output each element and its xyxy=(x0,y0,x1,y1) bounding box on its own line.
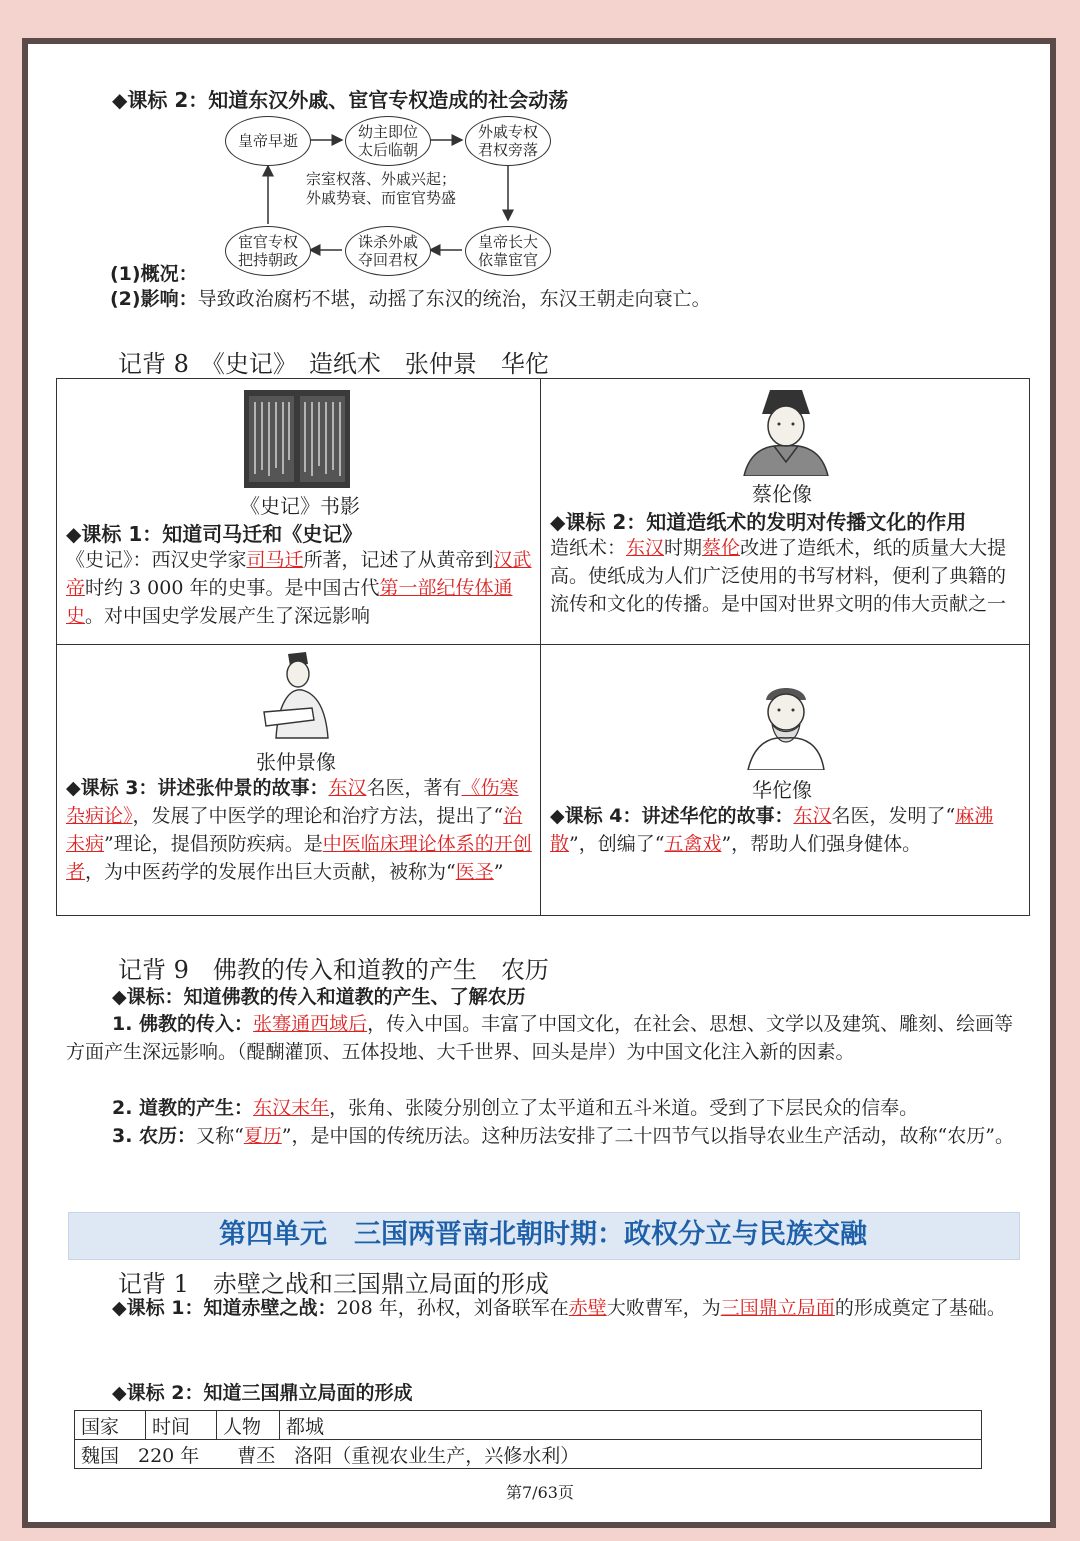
cailun-caption: 蔡伦像 xyxy=(752,482,812,506)
cailun-text: 造纸术：东汉时期蔡伦改进了造纸术，纸的质量大大提高。使纸成为人们广泛使用的书写材料，便利了典籍的流传和文化的传播。是中国对世界文明的伟大贡献之一 xyxy=(550,537,1007,615)
cycle-center-text: 宗室权落、外戚兴起； 外戚势衰、而宦官势盛 xyxy=(306,170,457,207)
huatuo-caption: 华佗像 xyxy=(752,778,812,802)
huatuo-heading: ◆课标 4：讲述华佗的故事： xyxy=(550,805,794,827)
unit4-k2: ◆课标 2：知道三国鼎立局面的形成 xyxy=(112,1382,413,1404)
shiji-heading: ◆课标 1：知道司马迁和《史记》 xyxy=(66,522,363,546)
table-header-cell: 都城 xyxy=(280,1411,982,1440)
table-header-cell: 时间 xyxy=(146,1411,217,1440)
table-header-cell: 人物 xyxy=(217,1411,280,1440)
section9-title: 记背 9 佛教的传入和道教的产生 农历 xyxy=(118,956,549,984)
cycle-node-1: 皇帝早逝 xyxy=(225,116,311,166)
table-row xyxy=(75,1440,982,1469)
cycle-node-6: 宦官专权 把持朝政 xyxy=(225,226,311,276)
shiji-text: 《史记》：西汉史学家司马迁所著，记述了从黄帝到汉武帝时约 3 000 年的史事。是中国古代第一部纪传体通史。对中国史学发展产生了深远影响 xyxy=(66,549,532,627)
cailun-portrait xyxy=(740,384,832,476)
impact-line: (2)影响：导致政治腐朽不堪，动摇了东汉的统治，东汉王朝走向衰亡。 xyxy=(110,288,711,310)
shiji-book-image xyxy=(244,390,350,488)
cycle-node-4: 皇帝长大 依靠宦官 xyxy=(465,226,551,276)
cycle-node-3: 外戚专权 君权旁落 xyxy=(465,116,551,166)
section9-kebiao: ◆课标：知道佛教的传入和道教的产生、了解农历 xyxy=(112,986,526,1008)
zhang-caption: 张仲景像 xyxy=(256,750,336,774)
s9-p3: 3. 农历：又称“夏历”，是中国的传统历法。这种历法安排了二十四节气以指导农业生产活动，故称“农历”。 xyxy=(112,1125,1014,1147)
zhang-text: ◆课标 3：讲述张仲景的故事：东汉名医，著有《伤寒杂病论》，发展了中医学的理论和治疗方法，提出了“治未病”理论，提倡预防疾病。是中医临床理论体系的开创者，为中医药学的发展作出巨大贡献，被称为“医圣” xyxy=(66,777,532,883)
s9-p1: 1. 佛教的传入：张骞通西域后，传入中国。丰富了中国文化，在社会、思想、文学以及建筑、雕刻、绘画等方面产生深远影响。（醍醐灌顶、五体投地、大千世界、回头是岸）为中国文化注入新的因素。 xyxy=(66,1013,1014,1063)
section8-title: 记背 8 《史记》 造纸术 张仲景 华佗 xyxy=(118,350,549,378)
kebiao2-title: ◆课标 2：知道东汉外戚、宦官专权造成的社会动荡 xyxy=(112,88,569,112)
zhang-heading: ◆课标 3：讲述张仲景的故事： xyxy=(66,777,329,799)
cycle-node-5: 诛杀外戚 夺回君权 xyxy=(345,226,431,276)
zhang-portrait xyxy=(262,650,342,740)
cycle-node-2: 幼主即位 太后临朝 xyxy=(345,116,431,166)
unit4-title: 第四单元 三国两晋南北朝时期：政权分立与民族交融 xyxy=(219,1219,867,1250)
overview-label: (1)概况： xyxy=(110,263,198,285)
table-cell: 魏国 220 年 曹丕 洛阳（重视农业生产，兴修水利） xyxy=(75,1440,982,1469)
table-header-row xyxy=(75,1411,982,1440)
page-number: 第7/63页 xyxy=(506,1483,574,1502)
unit4-s1-title: 记背 1 赤壁之战和三国鼎立局面的形成 xyxy=(118,1270,549,1298)
three-kingdoms-table xyxy=(74,1410,982,1469)
shiji-caption: 《史记》书影 xyxy=(240,494,360,518)
s9-p2: 2. 道教的产生：东汉末年，张角、张陵分别创立了太平道和五斗米道。受到了下层民众的信奉。 xyxy=(112,1097,919,1119)
huatuo-portrait xyxy=(744,678,828,770)
huatuo-text: ◆课标 4：讲述华佗的故事：东汉名医，发明了“麻沸散”，创编了“五禽戏”，帮助人们强身健体。 xyxy=(550,805,994,855)
table-header-cell: 国家 xyxy=(75,1411,146,1440)
unit4-k1: ◆课标 1：知道赤壁之战：208 年，孙权，刘备联军在赤壁大败曹军，为三国鼎立局面的形成奠定了基础。 xyxy=(112,1297,1006,1319)
cailun-heading: ◆课标 2：知道造纸术的发明对传播文化的作用 xyxy=(550,510,967,534)
